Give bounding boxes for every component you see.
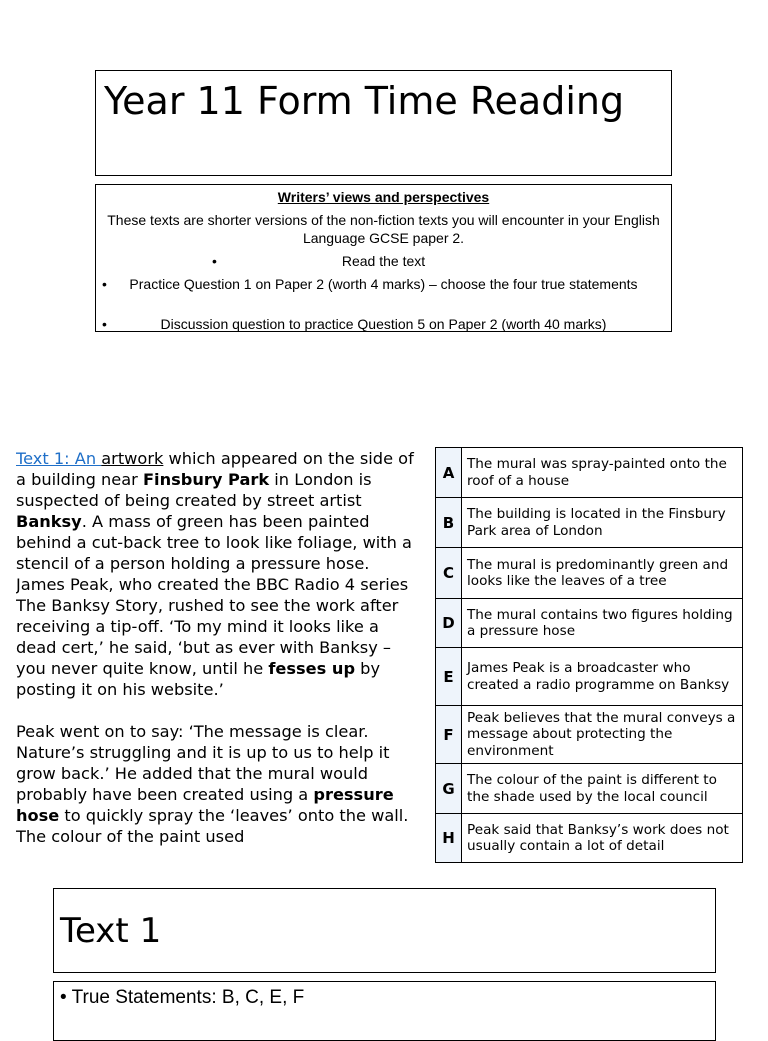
text-run: by posting it on his website.’ <box>16 659 381 699</box>
article-paragraph-1 <box>16 448 422 574</box>
text1-title-box <box>53 888 716 973</box>
page-title: Year 11 Form Time Reading <box>104 79 625 123</box>
bold-term: fesses up <box>268 659 356 678</box>
bullet-text: Practice Question 1 on Paper 2 (worth 4 marks) – choose the four true statements <box>129 276 638 292</box>
text1-title: Text 1 <box>60 911 162 951</box>
answer-line <box>60 986 304 1010</box>
bullet-text: Read the text <box>341 253 426 269</box>
statements-table <box>435 447 743 863</box>
statement-text: James Peak is a broadcaster who created a radio programme on Banksy <box>462 648 743 706</box>
text-run: in London is suspected of being created by street artist <box>16 470 372 510</box>
answer-box <box>53 981 716 1041</box>
statement-letter: F <box>436 706 462 764</box>
text-run: James Peak, who created the BBC Radio 4 series The Banksy Story, rushed to see the work after receiving a tip-off. ‘To my mind it looks like a dead cert,’ he said, ‘but as ever with Banksy – you never quite know, until he <box>16 575 409 678</box>
statement-row <box>436 548 743 599</box>
text-run: which appeared on the side of a building near <box>16 449 414 489</box>
statement-text: Peak believes that the mural conveys a message about protecting the environment <box>462 706 743 764</box>
text-run: to quickly spray the ‘leaves’ onto the wall. The colour of the paint used <box>16 806 409 846</box>
instructions-heading: Writers’ views and perspectives <box>277 189 490 205</box>
statement-letter: D <box>436 599 462 648</box>
answer-text: True Statements: B, C, E, F <box>71 987 305 1008</box>
bold-term: pressure hose <box>16 785 394 825</box>
statement-row <box>436 648 743 706</box>
text-run: Peak went on to say: ‘The message is clear. Nature’s struggling and it is up to us to help it grow back.’ He added that the mural would probably have been created using a <box>16 722 390 804</box>
text-link[interactable]: Text 1: An <box>16 449 102 468</box>
article-paragraph-2 <box>16 574 422 700</box>
title-box <box>95 70 672 176</box>
bullet-text: Discussion question to practice Question 5 on Paper 2 (worth 40 marks) <box>160 316 607 332</box>
statement-text: The mural contains two figures holding a pressure hose <box>462 599 743 648</box>
statement-letter: B <box>436 498 462 548</box>
statement-letter: A <box>436 448 462 498</box>
statement-letter: G <box>436 764 462 814</box>
bullet-icon: • <box>60 987 67 1008</box>
statement-text: Peak said that Banksy’s work does not usually contain a lot of detail <box>462 814 743 863</box>
bullet-icon: • <box>102 276 107 292</box>
statement-row <box>436 448 743 498</box>
article-text <box>16 448 422 868</box>
bullet-icon: • <box>212 253 217 269</box>
statement-text: The mural is predominantly green and looks like the leaves of a tree <box>462 548 743 599</box>
statement-row <box>436 498 743 548</box>
statement-text: The mural was spray-painted onto the roof of a house <box>462 448 743 498</box>
text-run: . A mass of green has been painted behind a cut-back tree to look like foliage, with a stencil of a person holding a pressure hose. <box>16 512 412 573</box>
statement-letter: C <box>436 548 462 599</box>
statement-row <box>436 599 743 648</box>
statement-text: The colour of the paint is different to the shade used by the local council <box>462 764 743 814</box>
instructions-intro: These texts are shorter versions of the non-fiction texts you will encounter in your English Language GCSE paper 2. <box>107 212 660 246</box>
underlined-word: artwork <box>101 449 164 468</box>
bold-term: Finsbury Park <box>143 470 270 489</box>
instructions-box <box>95 184 672 332</box>
statement-row <box>436 814 743 863</box>
bullet-icon: • <box>102 316 107 332</box>
bold-term: Banksy <box>16 512 82 531</box>
statement-row <box>436 764 743 814</box>
article-paragraph-3 <box>16 721 422 847</box>
statement-letter: E <box>436 648 462 706</box>
statement-letter: H <box>436 814 462 863</box>
statement-text: The building is located in the Finsbury Park area of London <box>462 498 743 548</box>
statement-row <box>436 706 743 764</box>
